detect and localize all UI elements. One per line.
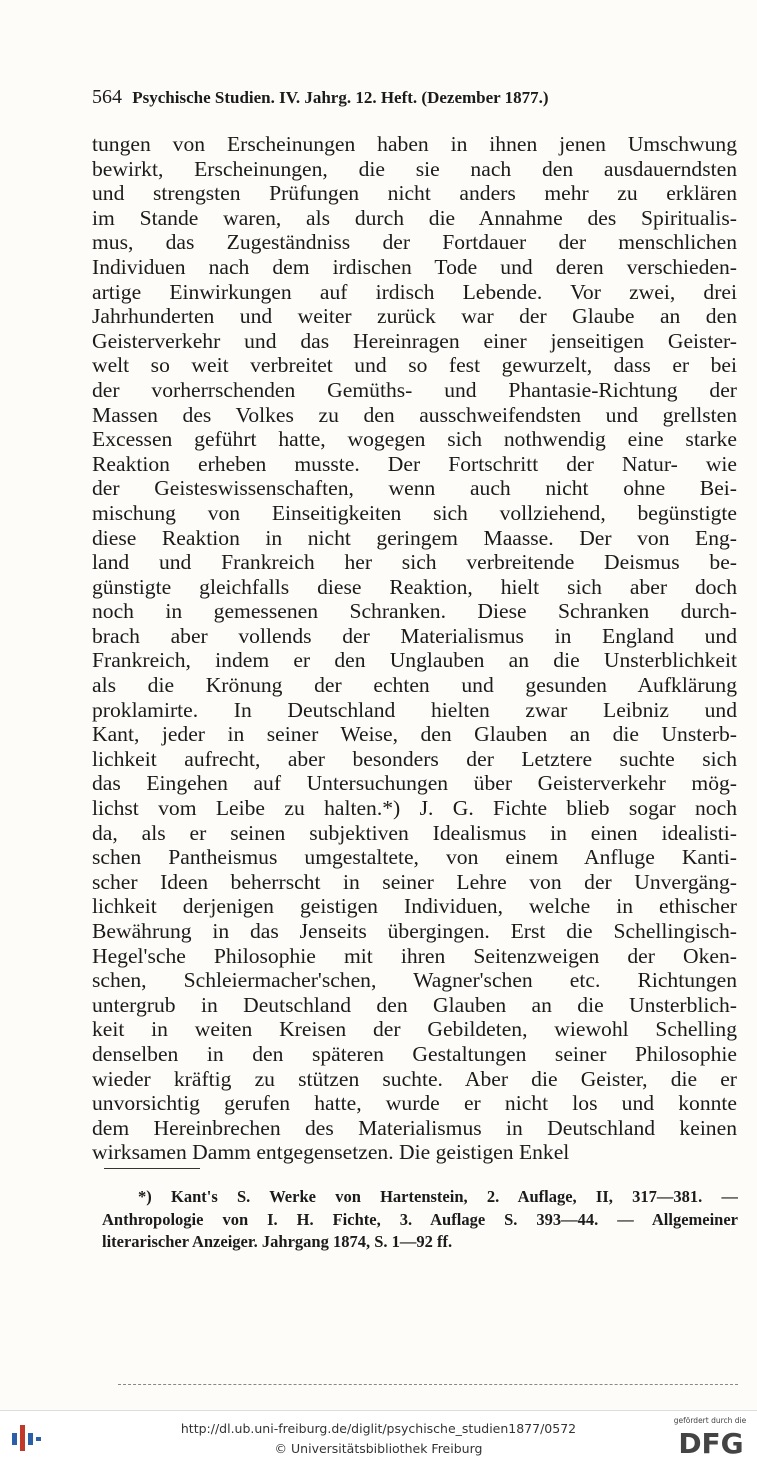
text-line: Frankreich, indem er den Unglauben an die Unsterblichkeit: [92, 648, 737, 673]
text-line: mischung von Einseitigkeiten sich vollziehend, begünstigte: [92, 500, 737, 525]
text-line: brach aber vollends der Materialismus in England und: [92, 623, 737, 648]
text-line: Reaktion erheben musste. Der Fortschritt der Natur- wie: [92, 451, 737, 476]
text-line: keit in weiten Kreisen der Gebildeten, wiewohl Schelling: [92, 1017, 737, 1042]
footnote-line: Anthropologie von I. H. Fichte, 3. Auflage S. 393—44. — Allgemeiner: [102, 1209, 738, 1229]
running-title: Psychische Studien. IV. Jahrg. 12. Heft. (Dezember 1877.): [132, 88, 549, 107]
text-line: Kant, jeder in seiner Weise, den Glauben an die Unsterb-: [92, 722, 737, 747]
text-line: unvorsichtig gerufen hatte, wurde er nicht los und konnte: [92, 1091, 737, 1116]
text-line: untergrub in Deutschland den Glauben an die Unsterblich-: [92, 992, 737, 1017]
page-number: 564: [92, 86, 122, 108]
text-line: dem Hereinbrechen des Materialismus in Deutschland keinen: [92, 1115, 737, 1140]
text-line: da, als er seinen subjektiven Idealismus in einen idealisti-: [92, 820, 737, 845]
text-line: proklamirte. In Deutschland hielten zwar Leibniz und: [92, 697, 737, 722]
text-line: tungen von Erscheinungen haben in ihnen jenen Umschwung: [92, 132, 737, 156]
text-line: der vorherrschenden Gemüths- und Phantasie-Richtung der: [92, 377, 737, 402]
text-line: lichkeit aufrecht, aber besonders der Letztere suchte sich: [92, 746, 737, 771]
viewer-footer: [0, 1410, 757, 1463]
text-line: Massen des Volkes zu den ausschweifendsten und grellsten: [92, 402, 737, 427]
text-line: schen Pantheismus umgestaltete, von einem Anfluge Kanti-: [92, 845, 737, 870]
text-line: der Geisteswissenschaften, wenn auch nicht ohne Bei-: [92, 476, 737, 501]
footnote-separator: [104, 1168, 200, 1169]
text-line: Individuen nach dem irdischen Tode und deren verschieden-: [92, 254, 737, 279]
running-header: [92, 86, 737, 109]
text-line: artige Einwirkungen auf irdisch Lebende. Vor zwei, drei: [92, 279, 737, 304]
body-text: [92, 132, 737, 1165]
text-line: im Stande waren, als durch die Annahme des Spiritualis-: [92, 205, 737, 230]
text-line: welt so weit verbreitet und so fest gewurzelt, dass er bei: [92, 353, 737, 378]
text-line: das Eingehen auf Untersuchungen über Geisterverkehr mög-: [92, 771, 737, 796]
footnote-line: *) Kant's S. Werke von Hartenstein, 2. Auflage, II, 317—381. —: [138, 1187, 738, 1206]
dfg-tagline: gefördert durch die: [673, 1416, 747, 1425]
source-url[interactable]: http://dl.ub.uni-freiburg.de/diglit/psychische_studien1877/0572: [180, 1421, 577, 1436]
text-line: günstigte gleichfalls diese Reaktion, hielt sich aber doch: [92, 574, 737, 599]
text-line: lichst vom Leibe zu halten.*) J. G. Fichte blieb sogar noch: [92, 796, 737, 821]
dfg-logo-icon: [672, 1427, 750, 1457]
text-line: schen, Schleiermacher'schen, Wagner'schen etc. Richtungen: [92, 968, 737, 993]
text-line: Jahrhunderten und weiter zurück war der Glaube an den: [92, 304, 737, 329]
text-line: als die Krönung der echten und gesunden Aufklärung: [92, 673, 737, 698]
text-line: scher Ideen beherrscht in seiner Lehre von der Unvergäng-: [92, 869, 737, 894]
footnote: [102, 1186, 738, 1254]
text-line: mus, das Zugeständniss der Fortdauer der menschlichen: [92, 230, 737, 255]
dfg-logo-text: DFG: [678, 1427, 744, 1457]
text-line: denselben in den späteren Gestaltungen seiner Philosophie: [92, 1041, 737, 1066]
text-line: wieder kräftig zu stützen suchte. Aber die Geister, die er: [92, 1066, 737, 1091]
text-line: Hegel'sche Philosophie mit ihren Seitenzweigen der Oken-: [92, 943, 737, 968]
text-line: lichkeit derjenigen geistigen Individuen, welche in ethischer: [92, 894, 737, 919]
bottom-dashed-rule: [118, 1384, 738, 1385]
text-line: land und Frankreich her sich verbreitende Deismus be-: [92, 550, 737, 575]
footnote-line: literarischer Anzeiger. Jahrgang 1874, S. 1—92 ff.: [102, 1232, 453, 1251]
text-line: wirksamen Damm entgegensetzen. Die geistigen Enkel: [92, 1140, 570, 1165]
text-line: Excessen geführt hatte, wogegen sich nothwendig eine starke: [92, 427, 737, 452]
copyright-notice: © Universitätsbibliothek Freiburg: [274, 1441, 483, 1456]
text-line: bewirkt, Erscheinungen, die sie nach den ausdauerndsten: [92, 156, 737, 181]
text-line: diese Reaktion in nicht geringem Maasse. Der von Eng-: [92, 525, 737, 550]
text-line: und strengsten Prüfungen nicht anders mehr zu erklären: [92, 181, 737, 206]
text-line: Bewährung in das Jenseits übergingen. Erst die Schellingisch-: [92, 919, 737, 943]
text-line: Geisterverkehr und das Hereinragen einer jenseitigen Geister-: [92, 328, 737, 353]
text-line: noch in gemessenen Schranken. Diese Schranken durch-: [92, 599, 737, 624]
